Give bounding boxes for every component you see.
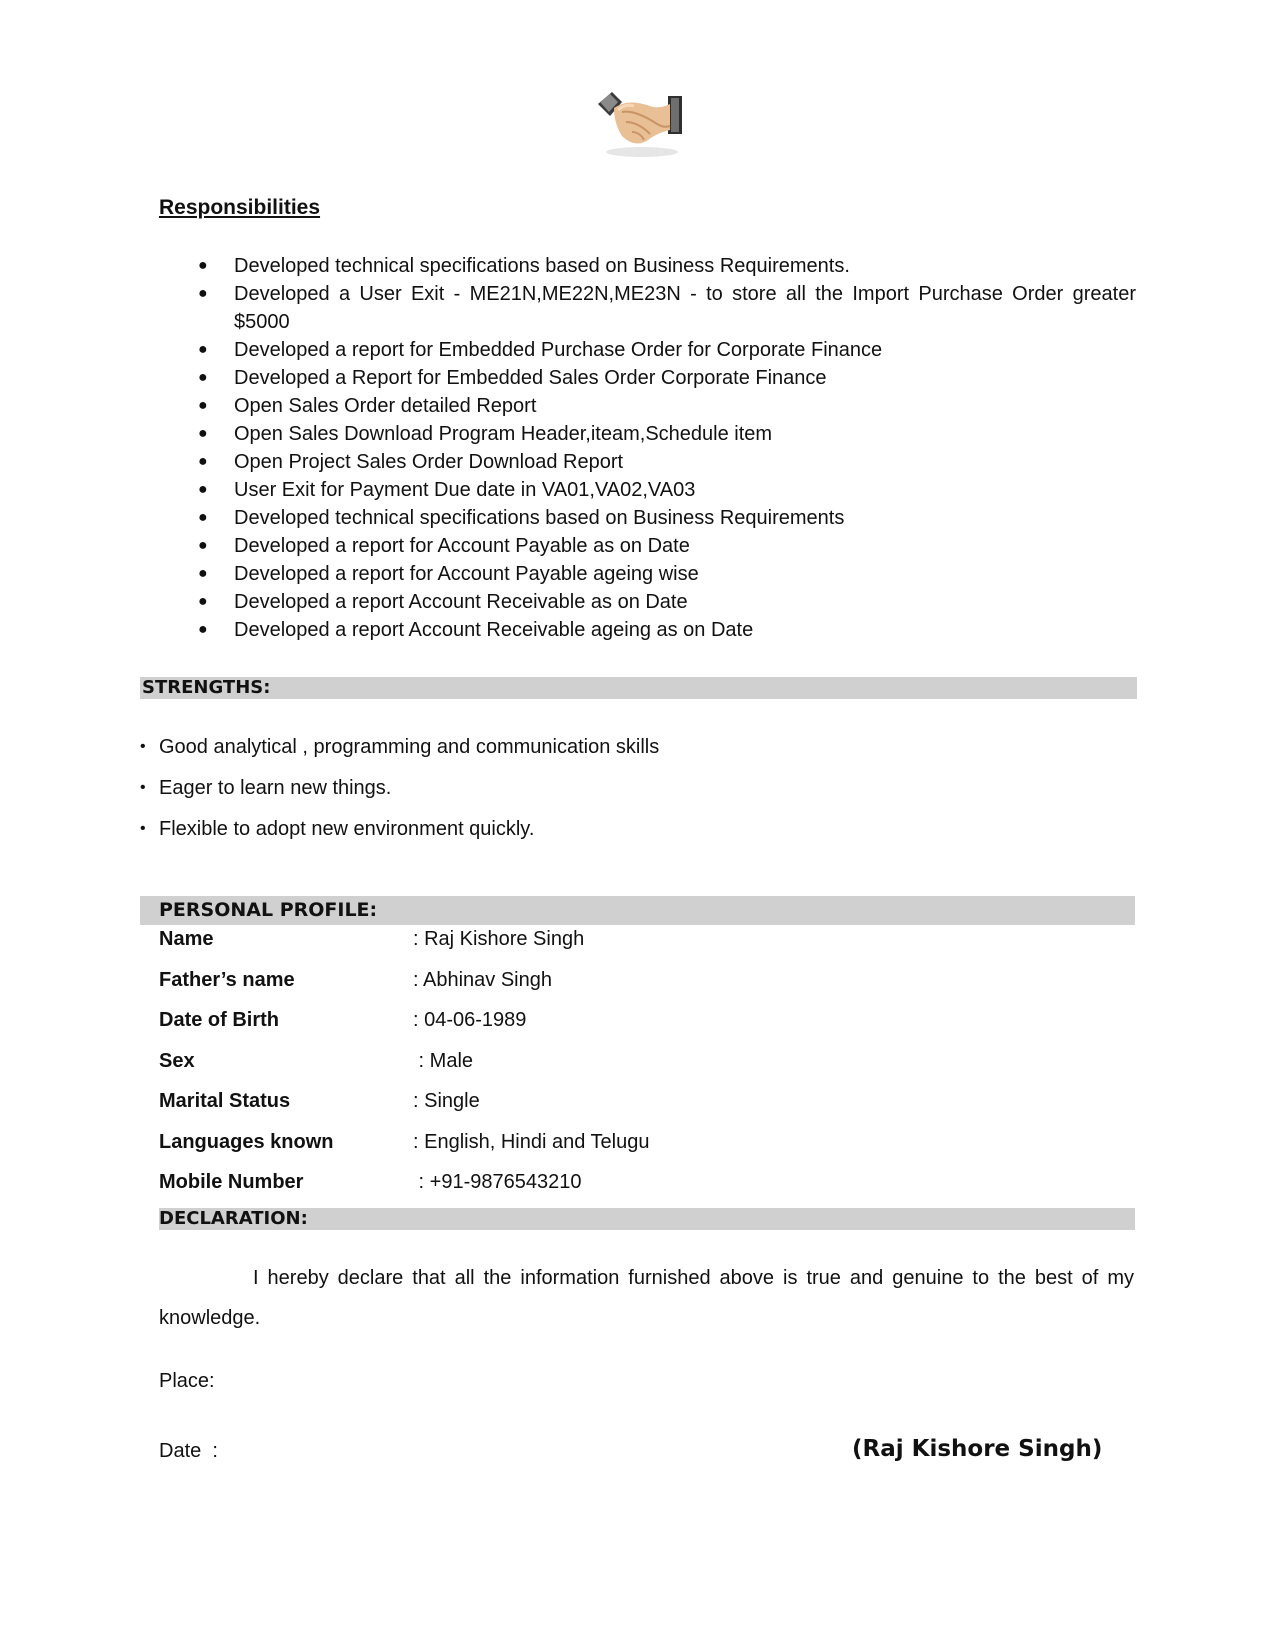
list-item-text: Eager to learn new things. [159, 777, 392, 799]
list-item [140, 815, 659, 856]
profile-value: : Male [413, 1049, 474, 1072]
profile-label: Sex [159, 1049, 195, 1072]
place-label: Place: [159, 1370, 215, 1392]
list-item [196, 476, 1136, 504]
list-item [196, 280, 1136, 336]
bullet-icon: ● [198, 593, 208, 610]
bullet-icon: ● [198, 369, 208, 386]
bullet-icon: ● [198, 397, 208, 414]
list-item-text: Open Project Sales Order Download Report [234, 451, 624, 473]
profile-label: Name [159, 928, 214, 950]
profile-value: : English, Hindi and Telugu [413, 1130, 650, 1153]
list-item [140, 733, 659, 774]
profile-value: : 04-06-1989 [413, 1009, 527, 1031]
list-item-text: Developed technical specifications based on Business Requirements. [234, 255, 850, 277]
list-item-text: Flexible to adopt new environment quickly. [159, 818, 535, 840]
bullet-icon: ● [198, 341, 208, 358]
bullet-icon: ● [198, 425, 208, 442]
list-item [196, 616, 1136, 644]
profile-value: : Abhinav Singh [413, 968, 552, 991]
profile-value: : Raj Kishore Singh [413, 928, 585, 950]
list-item-text: Open Sales Order detailed Report [234, 395, 537, 417]
bullet-icon: • [140, 738, 146, 755]
list-item [196, 420, 1136, 448]
list-item [196, 252, 1136, 280]
bullet-icon: ● [198, 453, 208, 470]
list-item-text: User Exit for Payment Due date in VA01,VA02,VA03 [234, 479, 696, 501]
list-item [196, 336, 1136, 364]
list-item [196, 532, 1136, 560]
declaration-heading: DECLARATION: [159, 1208, 1135, 1230]
list-item-text: Developed a Report for Embedded Sales Order Corporate Finance [234, 367, 827, 389]
bullet-icon: • [140, 779, 146, 796]
list-item [196, 588, 1136, 616]
list-item-text: Good analytical , programming and communication skills [159, 736, 660, 758]
signature-name: (Raj Kishore Singh) [852, 1436, 1103, 1462]
list-item-text: Developed technical specifications based on Business Requirements [234, 507, 845, 529]
bullet-icon: ● [198, 537, 208, 554]
bullet-icon: ● [198, 257, 208, 274]
list-item-text: Developed a report Account Receivable ageing as on Date [234, 619, 754, 641]
list-item [196, 504, 1136, 532]
profile-label: Mobile Number [159, 1171, 304, 1193]
bullet-icon: ● [198, 621, 208, 638]
list-item [196, 560, 1136, 588]
list-item [196, 448, 1136, 476]
list-item-text: Developed a report for Embedded Purchase Order for Corporate Finance [234, 339, 883, 361]
responsibilities-heading: Responsibilities [159, 196, 321, 219]
list-item-text: Developed a User Exit - ME21N,ME22N,ME23N - to store all the Import Purchase Order greater $5000 [234, 283, 1136, 333]
list-item-text: Developed a report for Account Payable ageing wise [234, 563, 699, 585]
profile-label: Father’s name [159, 968, 295, 991]
list-item-text: Open Sales Download Program Header,iteam,Schedule item [234, 423, 773, 445]
handshake-icon [592, 82, 688, 162]
list-item-text: Developed a report Account Receivable as on Date [234, 591, 688, 613]
strengths-heading: STRENGTHS: [140, 677, 1137, 699]
bullet-icon: ● [198, 565, 208, 582]
profile-value: : Single [413, 1090, 480, 1112]
strengths-list [140, 733, 659, 856]
declaration-text: I hereby declare that all the information furnished above is true and genuine to the best of my knowledge. [159, 1267, 1134, 1329]
bullet-icon: ● [198, 481, 208, 498]
bullet-icon: ● [198, 285, 208, 302]
list-item [196, 392, 1136, 420]
bullet-icon: ● [198, 509, 208, 526]
bullet-icon: • [140, 820, 146, 837]
list-item [196, 364, 1136, 392]
profile-label: Marital Status [159, 1090, 291, 1112]
personal-profile-heading: PERSONAL PROFILE: [140, 896, 1135, 925]
list-item [140, 774, 659, 815]
list-item-text: Developed a report for Account Payable as on Date [234, 535, 690, 557]
profile-label: Date of Birth [159, 1009, 279, 1031]
date-label: Date : [159, 1440, 218, 1462]
profile-value: : +91-9876543210 [413, 1171, 582, 1193]
profile-label: Languages known [159, 1130, 334, 1153]
responsibilities-list [196, 252, 1136, 644]
